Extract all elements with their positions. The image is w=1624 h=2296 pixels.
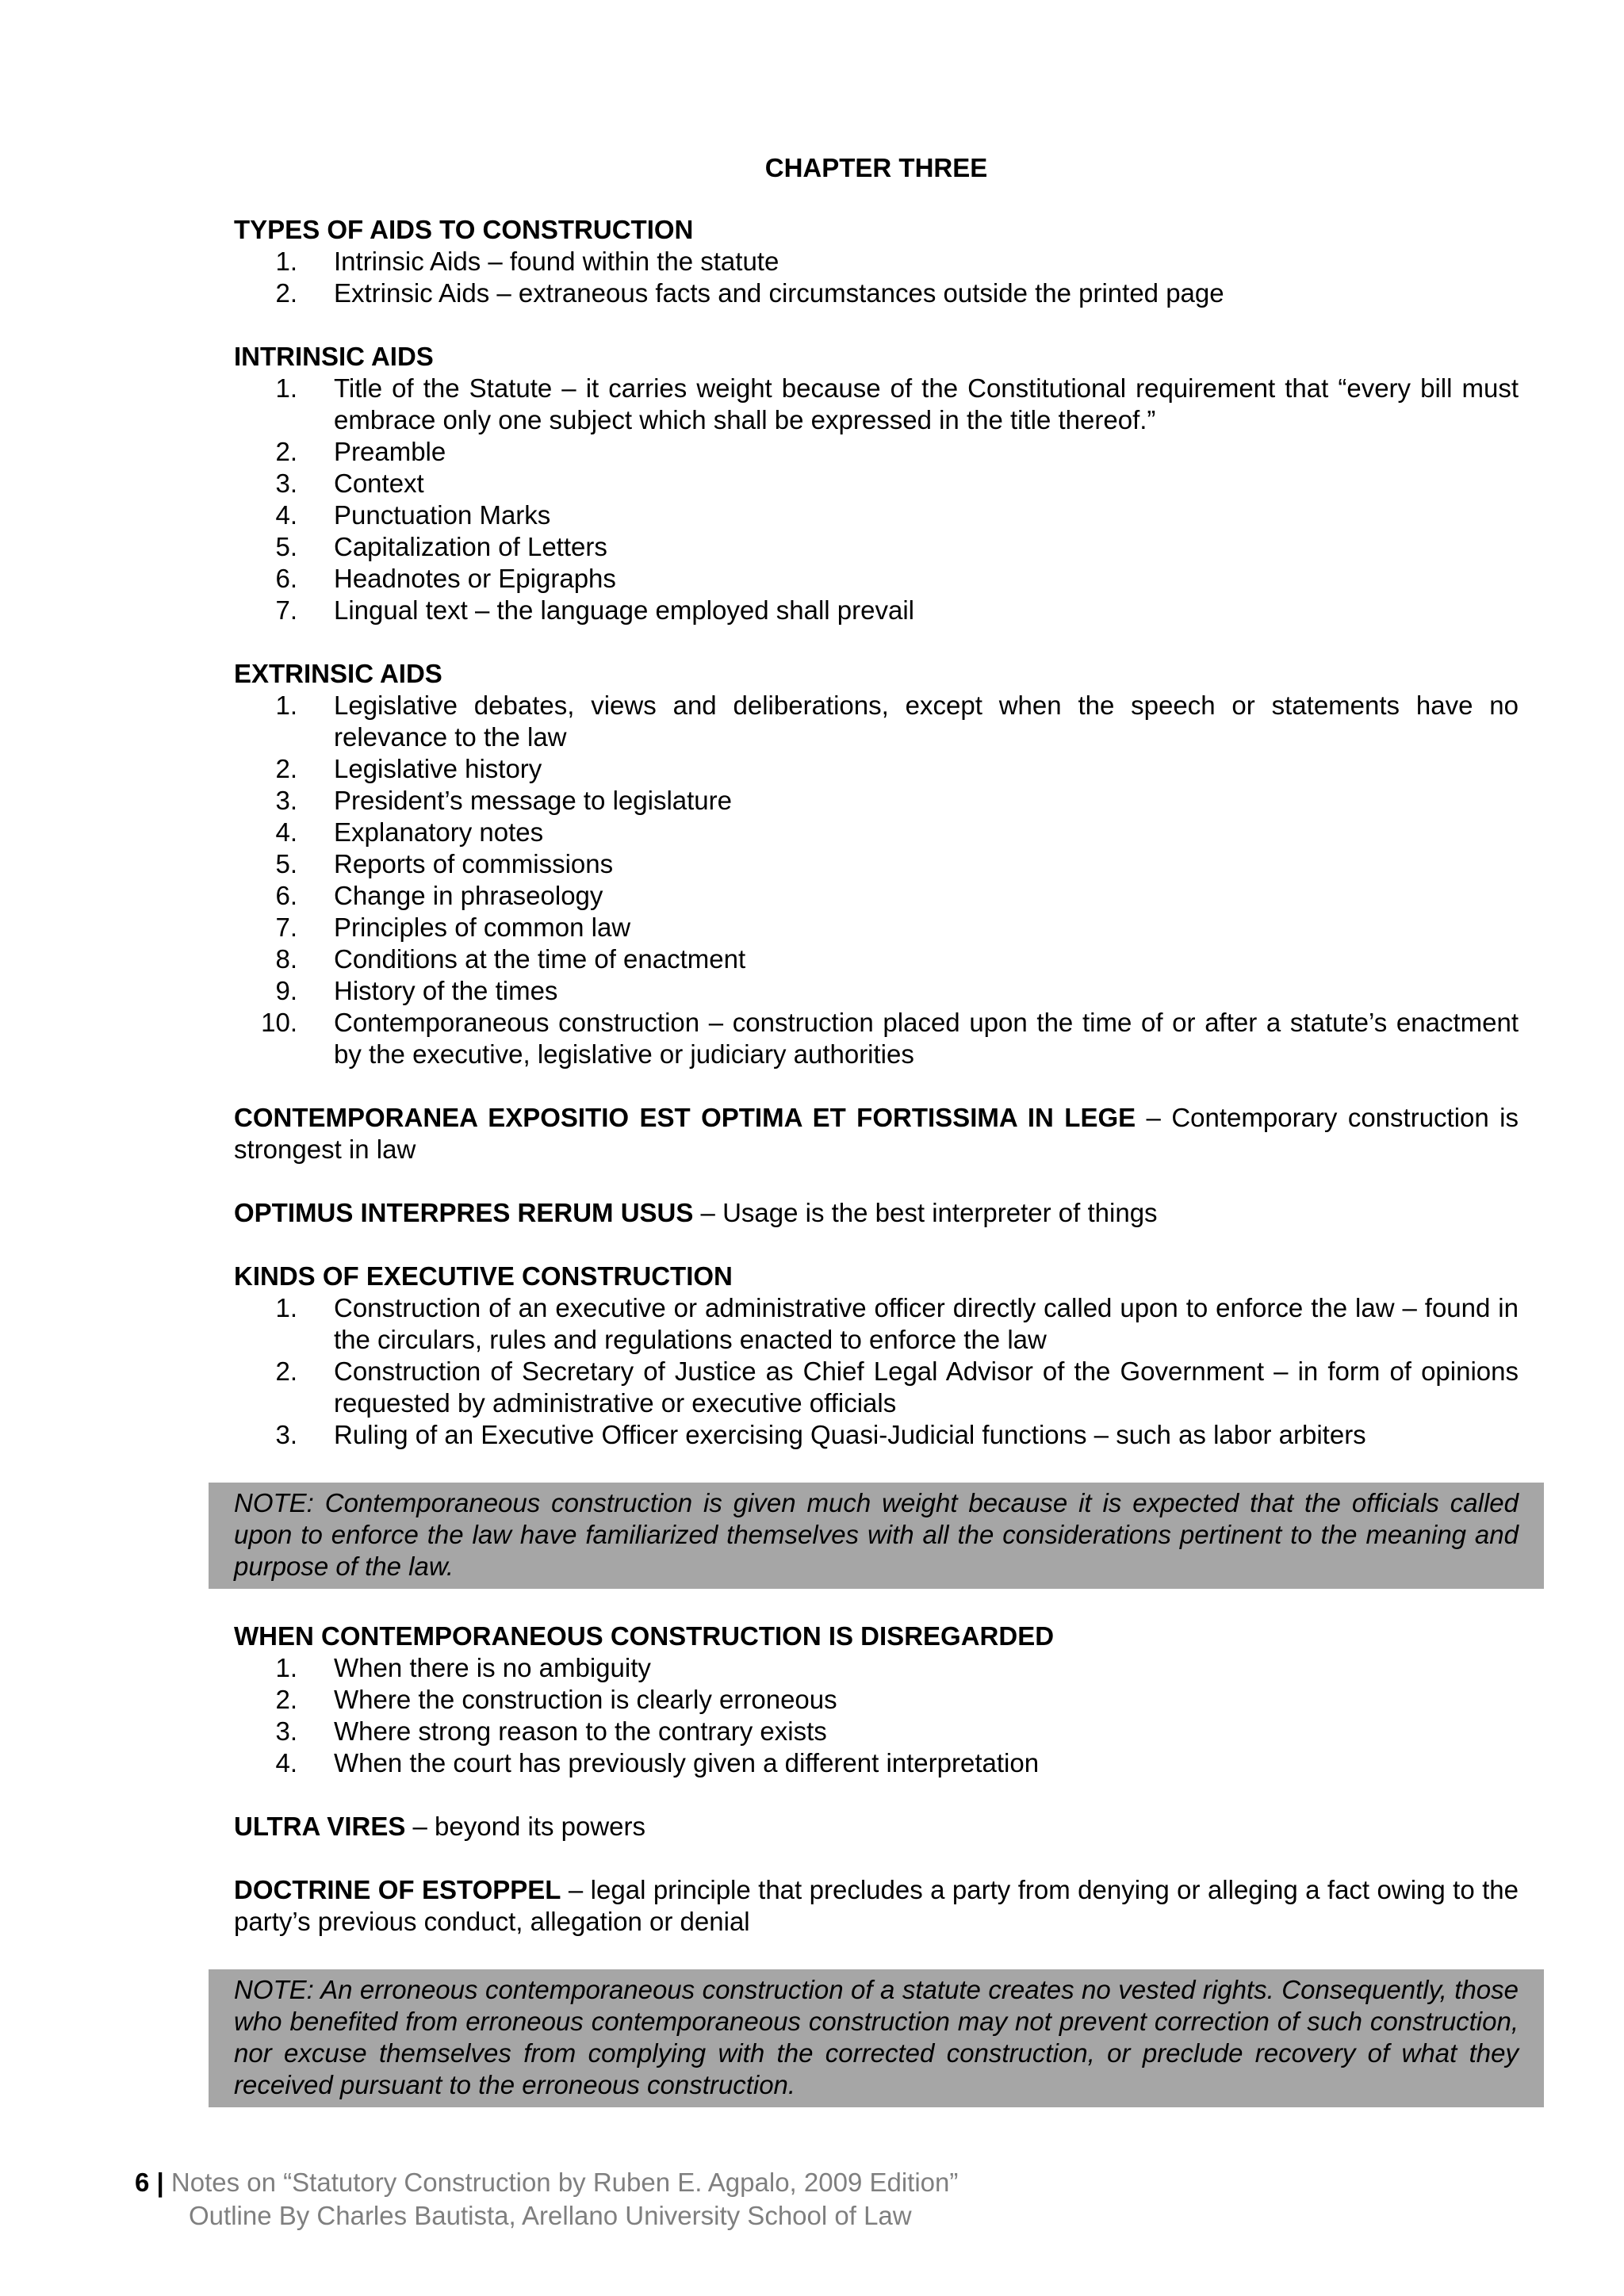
list-item-text: Extrinsic Aids – extraneous facts and circumstances outside the printed page [334,278,1224,308]
list-item [234,499,1519,531]
intrinsic-section [234,341,1519,626]
list-item-number: 2. [275,754,297,783]
list-item [234,246,1519,277]
disregarded-section [234,1621,1519,1779]
doctrine-estoppel-def: – legal principle that precludes a party from denying or alleging a fact owing to the party’s previous conduct, allegation or denial [234,1875,1519,1936]
list-item [234,1419,1519,1451]
list-item [234,880,1519,912]
list-item-text: Principles of common law [334,913,631,942]
intrinsic-list [234,373,1519,626]
list-item-text: Lingual text – the language employed shall prevail [334,595,914,625]
list-item-number: 3. [275,1420,297,1449]
doctrine-estoppel [234,1874,1519,1938]
list-item-text: Title of the Statute – it carries weight because of the Constitutional requirement that “every bill must embrace only one subject which shall be expressed in the title thereof.” [334,373,1519,434]
list-item-number: 3. [275,469,297,498]
list-item-text: President’s message to legislature [334,786,732,815]
note-box-2: NOTE: An erroneous contemporaneous construction of a statute creates no vested rights. Consequently, those who benefited from erroneous contemporaneous construction may not prevent correction of such construction, nor excuse themselves from complying with the corrected construction, or preclude recovery of what they received pursuant to the erroneous construction. [209,1969,1544,2107]
list-item [234,595,1519,626]
list-item-text: Construction of Secretary of Justice as Chief Legal Advisor of the Government – in form of opinions requested by administrative or executive officials [334,1357,1519,1418]
chapter-title: CHAPTER THREE [764,153,988,182]
maxim-contemporanea-def: – Contemporary construction is strongest in law [234,1103,1519,1164]
list-item [234,1747,1519,1779]
list-item-text: Legislative history [334,754,542,783]
extrinsic-section [234,658,1519,1070]
list-item-text: When the court has previously given a different interpretation [334,1748,1040,1777]
list-item-number: 2. [275,437,297,466]
list-item-number: 1. [275,691,297,720]
list-item-number: 2. [275,278,297,308]
list-item [234,1684,1519,1716]
list-item-number: 7. [275,595,297,625]
list-item-number: 6. [275,881,297,910]
ultra-vires-def: – beyond its powers [405,1812,646,1841]
list-item-text: Ruling of an Executive Officer exercising Quasi-Judicial functions – such as labor arbiters [334,1420,1366,1449]
list-item-number: 2. [275,1685,297,1714]
list-item [234,436,1519,468]
list-item-number: 1. [275,1293,297,1322]
list-item [234,943,1519,975]
list-item-text: Legislative debates, views and deliberations, except when the speech or statements have no relevance to the law [334,691,1519,752]
list-item [234,753,1519,785]
disregarded-heading: WHEN CONTEMPORANEOUS CONSTRUCTION IS DISREGARDED [234,1621,1055,1651]
maxim-contemporanea [234,1102,1519,1165]
list-item [234,1716,1519,1747]
list-item-number: 1. [275,373,297,403]
extrinsic-heading: EXTRINSIC AIDS [234,659,442,688]
list-item [234,468,1519,499]
list-item-number: 7. [275,913,297,942]
footer-line-2: Outline By Charles Bautista, Arellano University School of Law [189,2201,912,2230]
footer-citation: Notes on “Statutory Construction by Ruben E. Agpalo, 2009 Edition” [163,2168,959,2197]
list-item [234,1652,1519,1684]
list-item [234,848,1519,880]
page-number: 6 | [135,2168,164,2197]
footer-line-1 [135,2166,958,2199]
list-item [234,1356,1519,1419]
list-item-number: 4. [275,1748,297,1777]
list-item [234,531,1519,563]
list-item [234,1292,1519,1356]
list-item-text: Reports of commissions [334,849,614,878]
document-page [234,152,1519,2139]
list-item-number: 1. [275,247,297,276]
list-item-number: 5. [275,532,297,561]
list-item-text: Contemporaneous construction – construction placed upon the time of or after a statute’s enactment by the executive, legislative or judiciary authorities [334,1008,1519,1069]
list-item [234,373,1519,436]
maxim-optimus-term: OPTIMUS INTERPRES RERUM USUS [234,1198,694,1227]
types-section [234,214,1519,309]
list-item-number: 4. [275,500,297,530]
list-item [234,975,1519,1007]
executive-heading: KINDS OF EXECUTIVE CONSTRUCTION [234,1261,733,1291]
types-heading: TYPES OF AIDS TO CONSTRUCTION [234,215,694,244]
list-item-text: Intrinsic Aids – found within the statute [334,247,779,276]
maxim-contemporanea-term: CONTEMPORANEA EXPOSITIO EST OPTIMA ET FORTISSIMA IN LEGE [234,1103,1136,1132]
executive-section [234,1261,1519,1451]
executive-list [234,1292,1519,1451]
list-item [234,1007,1519,1070]
intrinsic-heading: INTRINSIC AIDS [234,342,434,371]
maxim-optimus-def: – Usage is the best interpreter of things [693,1198,1158,1227]
disregarded-list [234,1652,1519,1779]
list-item-text: Punctuation Marks [334,500,551,530]
page-footer [135,2166,958,2233]
list-item-text: Headnotes or Epigraphs [334,564,616,593]
list-item-number: 10. [261,1008,297,1037]
list-item-text: Conditions at the time of enactment [334,944,746,974]
doctrine-estoppel-term: DOCTRINE OF ESTOPPEL [234,1875,561,1904]
list-item [234,277,1519,309]
list-item-text: Context [334,469,424,498]
list-item-number: 4. [275,817,297,847]
list-item-number: 3. [275,786,297,815]
types-list [234,246,1519,309]
list-item-number: 9. [275,976,297,1005]
list-item-text: Where strong reason to the contrary exists [334,1716,827,1746]
list-item-number: 3. [275,1716,297,1746]
ultra-vires-term: ULTRA VIRES [234,1812,406,1841]
extrinsic-list [234,690,1519,1070]
list-item-text: Change in phraseology [334,881,603,910]
list-item-text: Construction of an executive or administrative officer directly called upon to enforce the law – found in the circulars, rules and regulations enacted to enforce the law [334,1293,1519,1354]
list-item [234,563,1519,595]
list-item-text: Preamble [334,437,446,466]
list-item-number: 6. [275,564,297,593]
list-item-number: 5. [275,849,297,878]
list-item [234,785,1519,817]
list-item-text: Explanatory notes [334,817,544,847]
maxim-optimus [234,1197,1519,1229]
list-item-number: 1. [275,1653,297,1682]
list-item-text: When there is no ambiguity [334,1653,651,1682]
list-item [234,912,1519,943]
ultra-vires [234,1811,1519,1843]
list-item [234,817,1519,848]
list-item-text: Where the construction is clearly erroneous [334,1685,837,1714]
list-item [234,690,1519,753]
list-item-number: 2. [275,1357,297,1386]
list-item-number: 8. [275,944,297,974]
list-item-text: History of the times [334,976,558,1005]
note-box-1: NOTE: Contemporaneous construction is given much weight because it is expected that the officials called upon to enforce the law have familiarized themselves with all the considerations pertinent to the meaning and purpose of the law. [209,1483,1544,1589]
list-item-text: Capitalization of Letters [334,532,607,561]
